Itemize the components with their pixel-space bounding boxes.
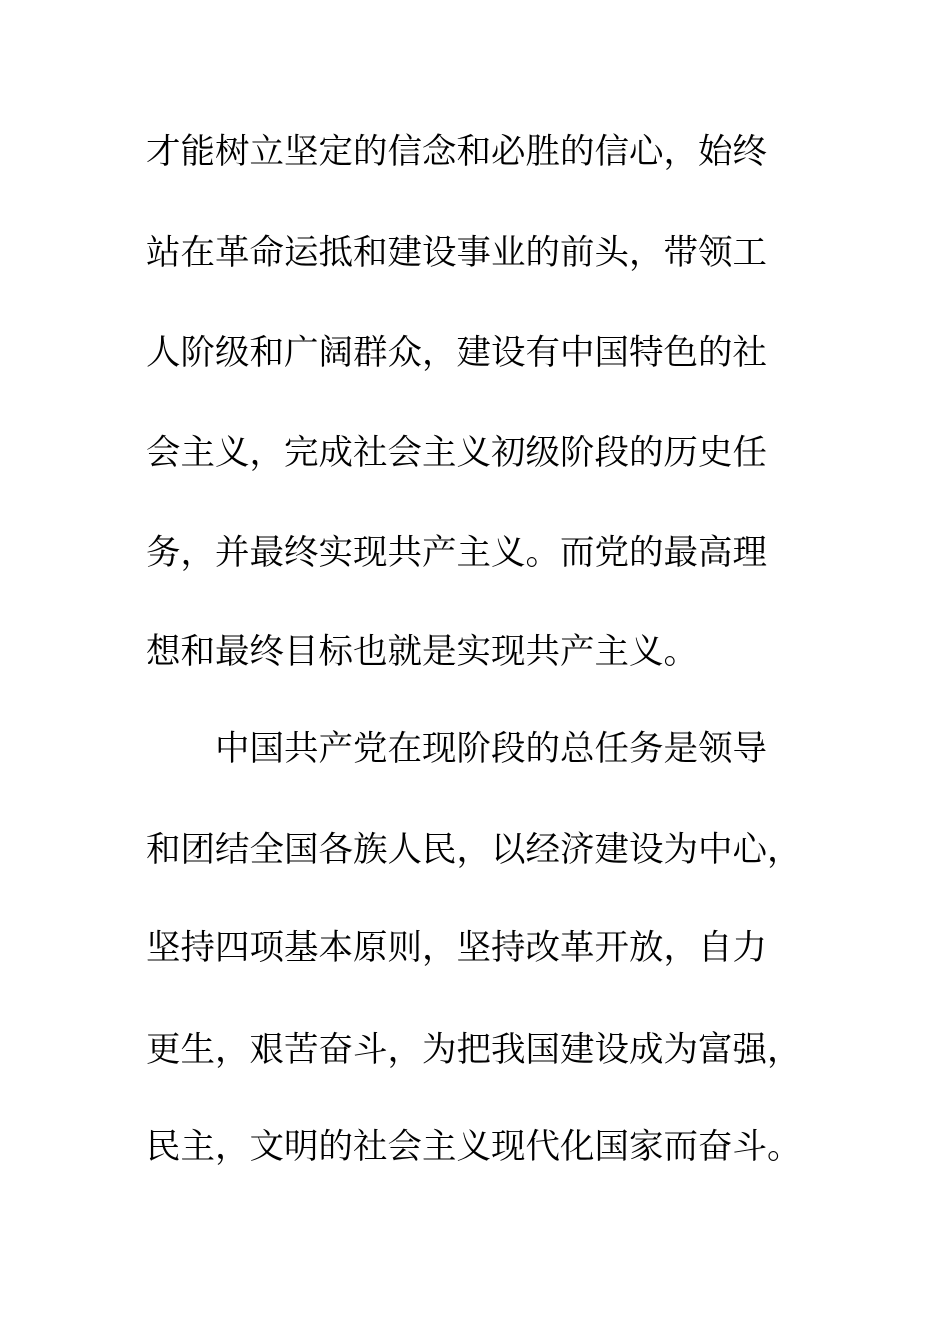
paragraph-1-line-2: 站在革命运抵和建设事业的前头，带领工 xyxy=(146,233,767,273)
paragraph-2-line-5: 民主，文明的社会主义现代化国家而奋斗。 xyxy=(146,1127,802,1167)
paragraph-1-line-3: 人阶级和广阔群众，建设有中国特色的社 xyxy=(146,333,767,373)
paragraph-1-line-5: 务，并最终实现共产主义。而党的最高理 xyxy=(146,533,767,573)
paragraph-1-line-6: 想和最终目标也就是实现共产主义。 xyxy=(146,632,698,672)
paragraph-2-line-4: 更生，艰苦奋斗，为把我国建设成为富强， xyxy=(146,1030,802,1070)
paragraph-2-line-1: 中国共产党在现阶段的总任务是领导 xyxy=(215,729,767,769)
paragraph-1-line-4: 会主义，完成社会主义初级阶段的历史任 xyxy=(146,433,767,473)
paragraph-2-line-2: 和团结全国各族人民，以经济建设为中心， xyxy=(146,830,802,870)
paragraph-1-line-1: 才能树立坚定的信念和必胜的信心，始终 xyxy=(146,132,767,172)
paragraph-2-line-3: 坚持四项基本原则，坚持改革开放，自力 xyxy=(146,928,767,968)
